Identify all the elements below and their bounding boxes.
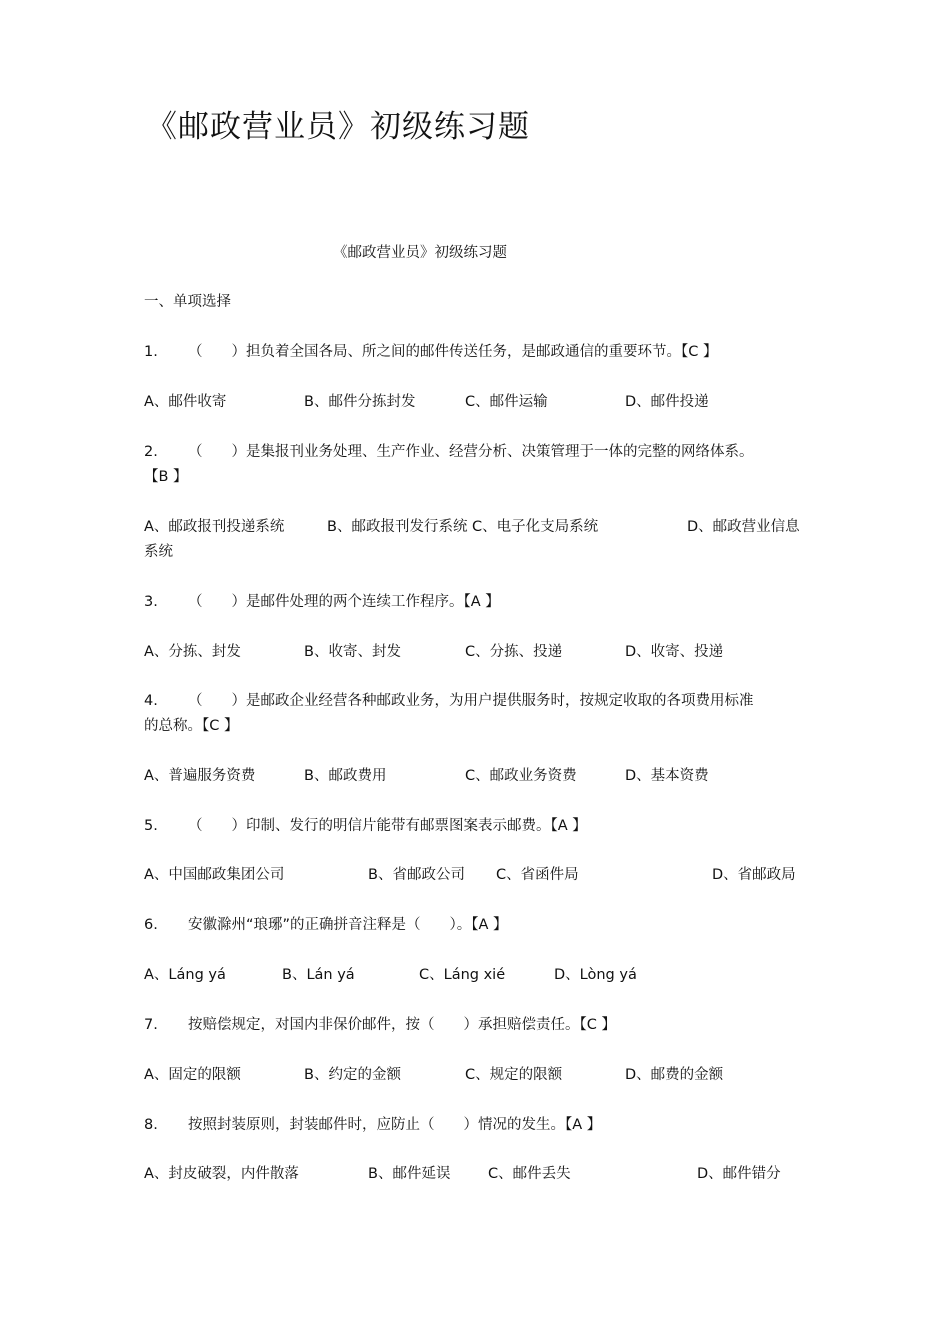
question-6 xyxy=(144,913,816,938)
question-text: （ ）是邮件处理的两个连续工作程序。【A 】 xyxy=(188,594,500,610)
option-b: B、约定的金额 xyxy=(304,1067,401,1083)
options-q2-continued: 系统 xyxy=(144,544,173,560)
option-d: D、邮件投递 xyxy=(625,394,709,410)
option-c: C、分拣、投递 xyxy=(465,644,563,660)
option-c: C、省函件局 xyxy=(496,867,579,883)
question-text: （ ）担负着全国各局、所之间的邮件传送任务，是邮政通信的重要环节。【C 】 xyxy=(188,344,718,360)
question-8 xyxy=(144,1113,816,1138)
option-b-c: B、邮政报刊发行系统 C、电子化支局系统 xyxy=(327,519,599,535)
option-c: C、邮件运输 xyxy=(465,394,548,410)
option-a: A、Láng yá xyxy=(144,967,226,983)
question-1 xyxy=(144,340,816,365)
option-b: B、Lán yá xyxy=(282,967,355,983)
question-text: （ ）印制、发行的明信片能带有邮票图案表示邮费。【A 】 xyxy=(188,818,587,834)
question-number: 5. xyxy=(144,818,158,834)
question-text: （ ）是集报刊业务处理、生产作业、经营分析、决策管理于一体的完整的网络体系。 xyxy=(188,444,754,460)
option-a: A、分拣、封发 xyxy=(144,644,241,660)
option-b: B、邮件延误 xyxy=(368,1166,451,1182)
question-2 xyxy=(144,440,816,465)
option-d: D、Lòng yá xyxy=(554,967,637,983)
option-c: C、Láng xié xyxy=(419,967,506,983)
question-2-continued: 【B 】 xyxy=(144,469,188,485)
option-d: D、省邮政局 xyxy=(712,867,796,883)
option-c: C、规定的限额 xyxy=(465,1067,563,1083)
option-b: B、收寄、封发 xyxy=(304,644,401,660)
question-4-continued: 的总称。【C 】 xyxy=(144,718,239,734)
option-a: A、固定的限额 xyxy=(144,1067,241,1083)
question-number: 3. xyxy=(144,594,158,610)
option-b: B、省邮政公司 xyxy=(368,867,465,883)
option-a: A、普遍服务资费 xyxy=(144,768,256,784)
option-b: B、邮政费用 xyxy=(304,768,387,784)
question-3 xyxy=(144,590,816,615)
option-d: D、基本资费 xyxy=(625,768,709,784)
section-heading: 一、单项选择 xyxy=(144,294,231,310)
page-title: 《邮政营业员》初级练习题 xyxy=(146,109,530,145)
question-number: 1. xyxy=(144,344,158,360)
option-b: B、邮件分拣封发 xyxy=(304,394,416,410)
question-number: 4. xyxy=(144,693,158,709)
option-c: C、邮件丢失 xyxy=(488,1166,571,1182)
option-d: D、收寄、投递 xyxy=(625,644,724,660)
option-a: A、中国邮政集团公司 xyxy=(144,867,285,883)
option-d: D、邮件错分 xyxy=(697,1166,781,1182)
question-number: 7. xyxy=(144,1017,158,1033)
question-text: 按赔偿规定，对国内非保价邮件，按（ ）承担赔偿责任。【C 】 xyxy=(188,1017,616,1033)
question-number: 8. xyxy=(144,1117,158,1133)
question-4 xyxy=(144,689,816,714)
question-5 xyxy=(144,814,816,839)
question-text: 安徽滁州“琅琊”的正确拼音注释是（ ）。【A 】 xyxy=(188,917,508,933)
question-number: 6. xyxy=(144,917,158,933)
question-number: 2. xyxy=(144,444,158,460)
question-7 xyxy=(144,1013,816,1038)
option-a: A、邮件收寄 xyxy=(144,394,227,410)
option-c: C、邮政业务资费 xyxy=(465,768,577,784)
option-d: D、邮费的金额 xyxy=(625,1067,724,1083)
option-d: D、邮政营业信息 xyxy=(687,519,800,535)
question-text: 按照封装原则，封装邮件时，应防止（ ）情况的发生。【A 】 xyxy=(188,1117,602,1133)
document-subtitle: 《邮政营业员》初级练习题 xyxy=(333,245,507,261)
option-a: A、邮政报刊投递系统 xyxy=(144,519,285,535)
question-text: （ ）是邮政企业经营各种邮政业务，为用户提供服务时，按规定收取的各项费用标准 xyxy=(188,693,754,709)
option-a: A、封皮破裂，内件散落 xyxy=(144,1166,299,1182)
